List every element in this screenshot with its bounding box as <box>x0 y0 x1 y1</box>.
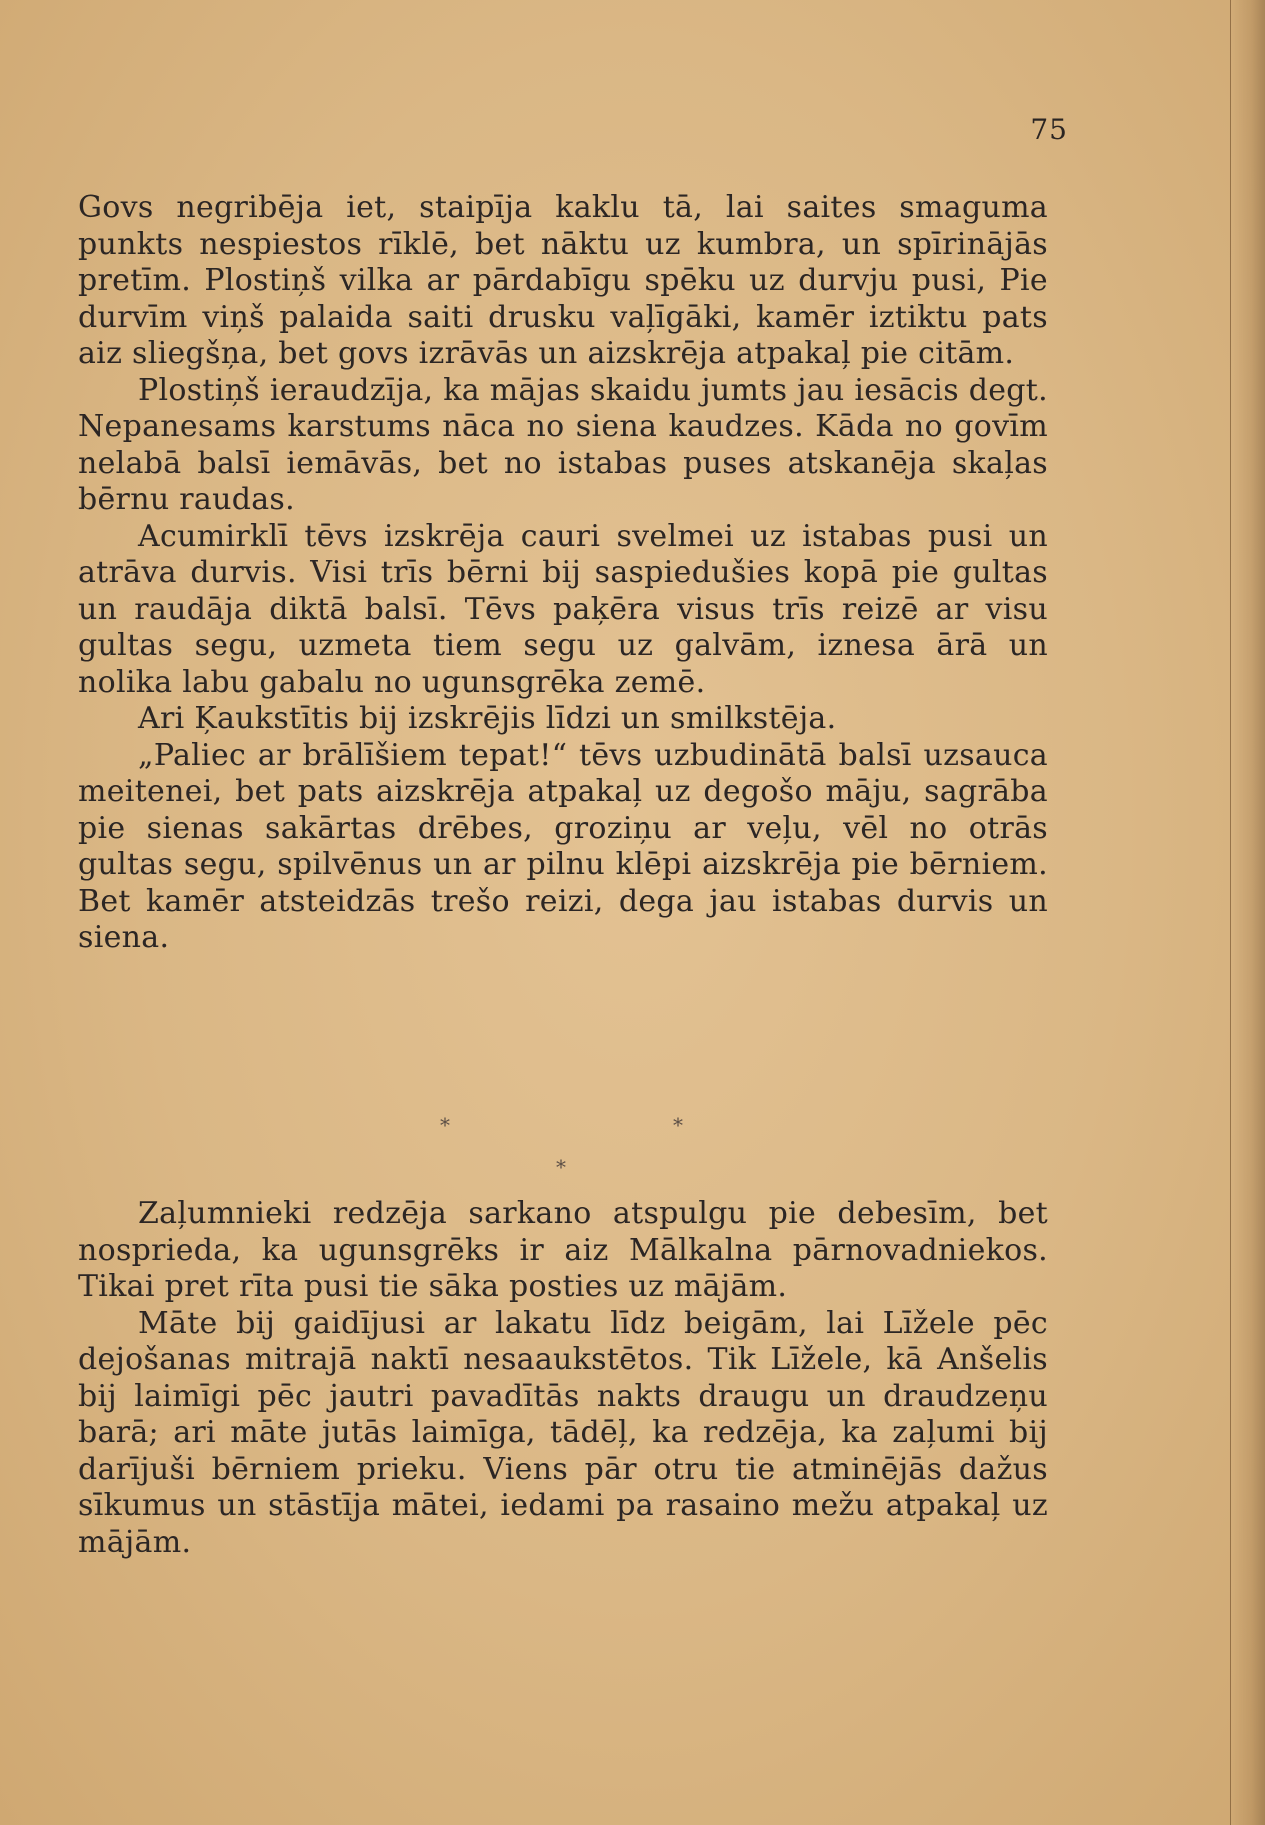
paragraph: Acumirklī tēvs izskrēja cauri svelmei uz istabas pusi un atrāva durvis. Visi trīs bērni bij saspiedušies kopā pie gultas un raudāja diktā balsī. Tēvs paķēra visus trīs reizē ar visu gultas segu, uzmeta tiem segu uz galvām, iznesa ārā un nolika labu gabalu no ugunsgrēka zemē. <box>78 518 1048 700</box>
paragraph: Zaļumnieki redzēja sarkano atspulgu pie debesīm, bet nosprieda, ka ugunsgrēks ir aiz Mālkalna pārnovadniekos. Tikai pret rīta pusi tie sāka posties uz mājām. <box>78 1196 1048 1304</box>
paragraph: Māte bij gaidījusi ar lakatu līdz beigām, lai Līžele pēc dejošanas mitrajā naktī nesaaukstētos. Tik Līžele, kā Anšelis bij laimīgi pēc jautri pavadītās nakts draugu un draudzeņu barā; ari māte jutās laimīga, tādēļ, ka redzēja, ka zaļumi bij darījuši bērniem prieku. Viens pār otru tie atminējās dažus sīkumus un stāstīja mātei, iedami pa rasaino mežu atpakaļ uz mājām. <box>78 1305 1048 1560</box>
paragraph: Ari Ķaukstītis bij izskrējis līdzi un smilkstēja. <box>138 701 837 736</box>
section-2 <box>78 1196 1048 1561</box>
asterism-star: * <box>440 1113 450 1137</box>
page-number: 75 <box>1030 113 1068 146</box>
page-edge <box>1230 0 1265 1825</box>
paragraph: Plostiņš ieraudzīja, ka mājas skaidu jumts jau iesācis degt. Nepanesams karstums nāca no siena kaudzes. Kāda no govīm nelabā balsī iemāvās, bet no istabas puses atskanēja skaļas bērnu raudas. <box>78 372 1048 517</box>
paragraph: „Paliec ar brālīšiem tepat!“ tēvs uzbudinātā balsī uzsauca meitenei, bet pats aizskrēja atpakaļ uz degošo māju, sagrāba pie sienas sakārtas drēbes, groziņu ar veļu, vēl no otrās gultas segu, spilvēnus un ar pilnu klēpi aizskrēja pie bērniem. Bet kamēr atsteidzās trešo reizi, dega jau istabas durvis un siena. <box>78 737 1048 955</box>
section-1 <box>78 190 1048 957</box>
asterism-star: * <box>673 1113 683 1137</box>
asterism-star: * <box>556 1155 566 1179</box>
paragraph: Govs negribēja iet, staipīja kaklu tā, lai saites smaguma punkts nespiestos rīklē, bet nāktu uz kumbra, un spīrinājās pretīm. Plostiņš vilka ar pārdabīgu spēku uz durvju pusi, Pie durvīm viņš palaida saiti drusku vaļīgāki, kamēr iztiktu pats aiz sliegšņa, bet govs izrāvās un aizskrēja atpakaļ pie citām. <box>78 190 1048 371</box>
